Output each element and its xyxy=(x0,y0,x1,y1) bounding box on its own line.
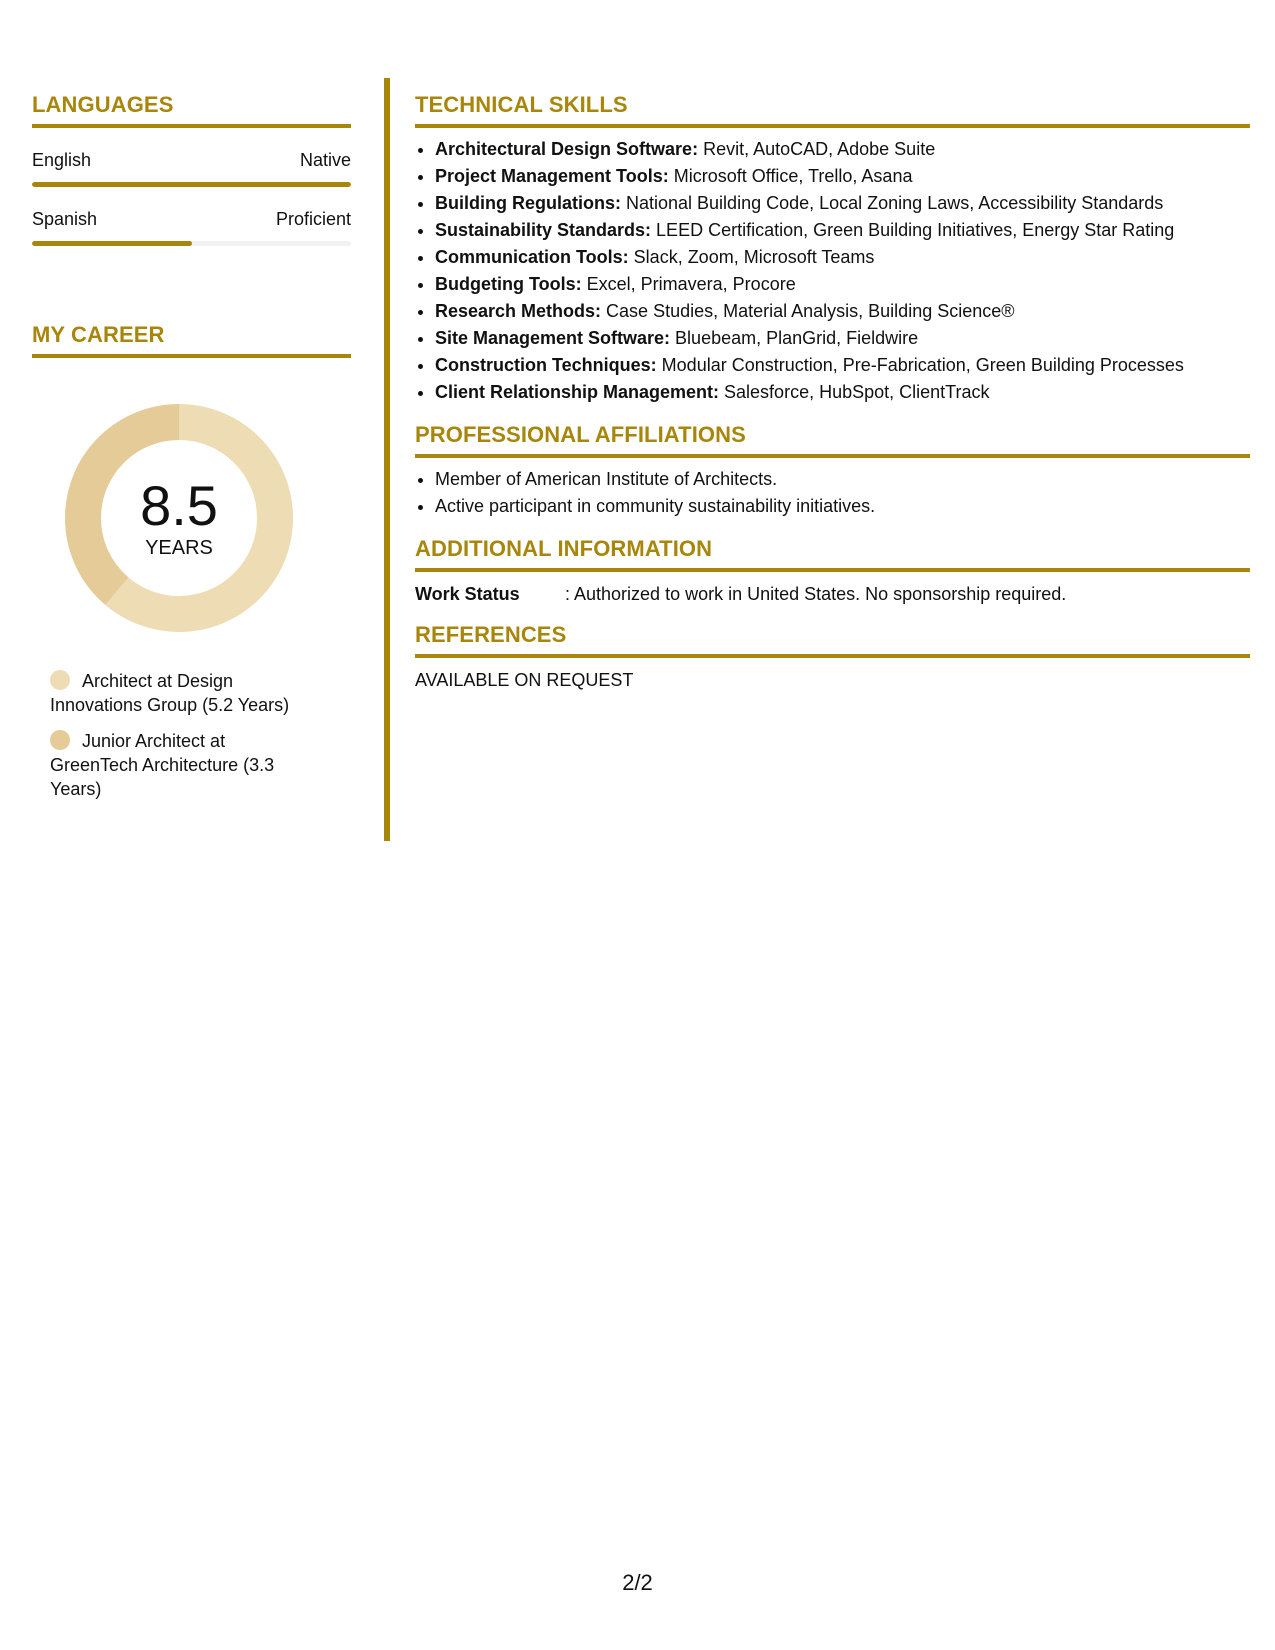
list-item: • Budgeting Tools: Excel, Primavera, Procore xyxy=(435,271,1250,298)
list-item: • Client Relationship Management: Salesforce, HubSpot, ClientTrack xyxy=(435,379,1250,406)
language-level-fill xyxy=(32,182,351,187)
list-item: • Site Management Software: Bluebeam, PlanGrid, Fieldwire xyxy=(435,325,1250,352)
career-legend-label: Junior Architect at GreenTech Architecture (3.3 Years) xyxy=(50,731,275,799)
language-name: Spanish xyxy=(32,209,98,229)
career-donut-chart xyxy=(64,403,294,633)
career-legend-label: Architect at Design Innovations Group (5.2 Years) xyxy=(50,671,290,715)
list-item: • Research Methods: Case Studies, Material Analysis, Building Science® xyxy=(435,298,1250,325)
list-item: • Building Regulations: National Building Code, Local Zoning Laws, Accessibility Standards xyxy=(435,190,1250,217)
language-name: English xyxy=(32,150,92,170)
list-item: • Active participant in community sustainability initiatives. xyxy=(435,493,1250,520)
references-title: REFERENCES xyxy=(415,620,1250,658)
page-number: 2/2 xyxy=(622,1570,653,1595)
left-column xyxy=(32,90,351,813)
language-level: Native xyxy=(299,150,351,170)
language-level-fill xyxy=(32,241,192,246)
work-status-value: : Authorized to work in United States. No sponsorship required. xyxy=(565,584,1067,604)
career-total-unit: YEARS xyxy=(145,537,213,559)
language-level-bar xyxy=(32,182,351,187)
career-legend xyxy=(50,669,310,801)
career-title: MY CAREER xyxy=(32,320,351,358)
column-divider xyxy=(384,78,390,841)
list-item: • Communication Tools: Slack, Zoom, Microsoft Teams xyxy=(435,244,1250,271)
technical-skills-list xyxy=(415,136,1250,406)
career-total-years: 8.5 xyxy=(140,474,218,537)
work-status-row xyxy=(415,582,1250,606)
list-item: • Construction Techniques: Modular Construction, Pre-Fabrication, Green Building Processes xyxy=(435,352,1250,379)
references-text: AVAILABLE ON REQUEST xyxy=(415,670,634,690)
career-legend-item xyxy=(50,669,310,717)
languages-title: LANGUAGES xyxy=(32,90,351,128)
affiliations-list xyxy=(415,466,1250,520)
list-item: • Project Management Tools: Microsoft Office, Trello, Asana xyxy=(435,163,1250,190)
language-level: Proficient xyxy=(275,209,351,229)
list-item: • Architectural Design Software: Revit, AutoCAD, Adobe Suite xyxy=(435,136,1250,163)
technical-skills-title: TECHNICAL SKILLS xyxy=(415,90,1250,128)
career-legend-item xyxy=(50,729,310,801)
work-status-label: Work Status xyxy=(415,584,520,604)
legend-dot-icon xyxy=(50,730,70,750)
language-level-bar xyxy=(32,241,351,246)
affiliations-title: PROFESSIONAL AFFILIATIONS xyxy=(415,420,1250,458)
language-item-english xyxy=(32,148,351,187)
list-item: • Sustainability Standards: LEED Certification, Green Building Initiatives, Energy Star Rating xyxy=(435,217,1250,244)
right-column xyxy=(415,90,1250,692)
language-item-spanish xyxy=(32,207,351,246)
legend-dot-icon xyxy=(50,670,70,690)
additional-info-title: ADDITIONAL INFORMATION xyxy=(415,534,1250,572)
list-item: • Member of American Institute of Architects. xyxy=(435,466,1250,493)
